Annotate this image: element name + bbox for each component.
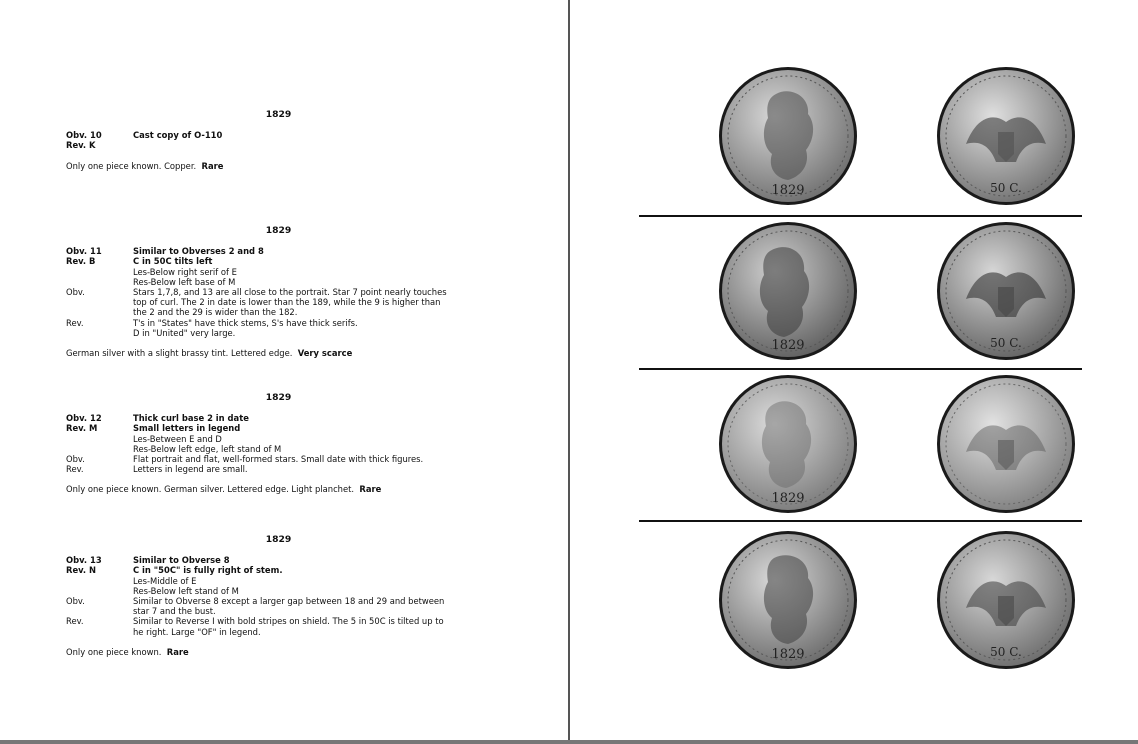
rarity-label: Rare	[166, 646, 189, 657]
line-text: Letters in legend are small.	[133, 464, 248, 475]
eagle-reverse-icon	[936, 530, 1076, 670]
line-text: Les-Below right serif of E	[133, 266, 237, 277]
obverse-key: Obv. 13	[66, 555, 102, 566]
line-text: Res-Below left base of M	[133, 276, 236, 287]
obverse-key: Obv. 10	[66, 130, 102, 141]
line-text: Similar to Obverse 8 except a larger gap between 18 and 29 and between	[133, 596, 445, 607]
line-text: Similar to Reverse I with bold stripes on shield. The 5 in 50C is tilted up to	[133, 616, 444, 627]
line-key	[66, 328, 133, 338]
line-text: he right. Large "OF" in legend.	[133, 626, 261, 637]
coin-obverse-image	[718, 374, 858, 514]
line-key	[66, 267, 133, 277]
obverse-key: Obv. 11	[66, 246, 102, 257]
row-divider	[639, 520, 1082, 522]
rarity-label: Rare	[201, 160, 224, 171]
obverse-key: Obv. 12	[66, 413, 102, 424]
svg-text:1829: 1829	[771, 183, 805, 198]
line-key: Obv.	[66, 287, 85, 298]
obverse-title: Similar to Obverses 2 and 8	[133, 246, 264, 257]
line-text: Res-Below left edge, left stand of M	[133, 443, 282, 454]
line-key	[66, 434, 133, 444]
obverse-title: Cast copy of O-110	[133, 130, 223, 141]
line-key	[66, 576, 133, 586]
reverse-title	[133, 140, 463, 150]
note-text: German silver with a slight brassy tint. Lettered edge.	[66, 348, 293, 359]
line-text: top of curl. The 2 in date is lower than the 189, while the 9 is higher than	[133, 297, 441, 308]
coin-reverse-image	[936, 530, 1076, 670]
svg-text:1829: 1829	[771, 647, 805, 662]
variety-entry	[66, 226, 466, 358]
obverse-title: Thick curl base 2 in date	[133, 413, 249, 424]
rarity-label: Very scarce	[297, 348, 353, 359]
line-text: T's in "States" have thick stems, S's have thick serifs.	[133, 317, 358, 328]
coin-obverse-image	[718, 221, 858, 361]
line-key: Rev.	[66, 464, 84, 475]
bottom-scrollbar[interactable]	[0, 740, 1138, 744]
entry-note	[66, 484, 466, 494]
line-text: Les-Between E and D	[133, 433, 222, 444]
coin-obverse-image	[718, 66, 858, 206]
svg-text:1829: 1829	[771, 338, 805, 353]
eagle-reverse-icon	[936, 221, 1076, 361]
line-text: star 7 and the bust.	[133, 606, 216, 617]
eagle-reverse-icon	[936, 66, 1076, 206]
entry-year: 1829	[265, 534, 292, 545]
line-text: Flat portrait and flat, well-formed stars. Small date with thick figures.	[133, 454, 424, 465]
line-key	[66, 307, 133, 317]
line-key	[66, 627, 133, 637]
coin-obverse-image	[718, 530, 858, 670]
line-text: the 2 and the 29 is wider than the 182.	[133, 307, 298, 318]
reverse-title: C in 50C tilts left	[133, 256, 213, 267]
note-text: Only one piece known. German silver. Lettered edge. Light planchet.	[66, 484, 355, 495]
variety-entry	[66, 393, 466, 495]
line-key	[66, 297, 133, 307]
capped-bust-obverse-icon	[718, 374, 858, 514]
line-key: Rev.	[66, 317, 84, 328]
entry-year: 1829	[265, 392, 292, 403]
line-key	[66, 606, 133, 616]
line-text: Stars 1,7,8, and 13 are all close to the portrait. Star 7 point nearly touches	[133, 287, 447, 298]
svg-text:50 C.: 50 C.	[990, 645, 1022, 659]
capped-bust-obverse-icon	[718, 530, 858, 670]
row-divider	[639, 368, 1082, 370]
obverse-title: Similar to Obverse 8	[133, 555, 230, 566]
reverse-key: Rev. N	[66, 565, 97, 576]
entry-note	[66, 161, 466, 171]
note-text: Only one piece known.	[66, 646, 162, 657]
variety-entry	[66, 535, 466, 657]
line-text: Res-Below left stand of M	[133, 585, 239, 596]
line-key: Obv.	[66, 454, 85, 465]
entry-note	[66, 647, 466, 657]
line-key	[66, 586, 133, 596]
reverse-key: Rev. K	[66, 140, 96, 151]
line-key: Rev.	[66, 616, 84, 627]
line-key	[66, 444, 133, 454]
left-page	[0, 0, 568, 740]
reverse-title: C in "50C" is fully right of stem.	[133, 565, 283, 576]
line-key	[66, 277, 133, 287]
variety-entry	[66, 110, 466, 171]
entry-year: 1829	[265, 225, 292, 236]
coin-reverse-image	[936, 221, 1076, 361]
note-text: Only one piece known. Copper.	[66, 160, 197, 171]
reverse-key: Rev. B	[66, 256, 96, 267]
entry-note	[66, 348, 466, 358]
capped-bust-obverse-icon	[718, 221, 858, 361]
line-key: Obv.	[66, 596, 85, 607]
eagle-reverse-icon	[936, 374, 1076, 514]
rarity-label: Rare	[359, 484, 382, 495]
line-text: Les-Middle of E	[133, 575, 197, 586]
svg-text:1829: 1829	[771, 491, 805, 506]
coin-reverse-image	[936, 374, 1076, 514]
svg-text:50 C.: 50 C.	[990, 181, 1022, 195]
capped-bust-obverse-icon	[718, 66, 858, 206]
svg-text:50 C.: 50 C.	[990, 336, 1022, 350]
coin-reverse-image	[936, 66, 1076, 206]
line-text: D in "United" very large.	[133, 327, 236, 338]
entry-year: 1829	[265, 109, 292, 120]
reverse-key: Rev. M	[66, 423, 98, 434]
reverse-title: Small letters in legend	[133, 423, 241, 434]
row-divider	[639, 215, 1082, 217]
